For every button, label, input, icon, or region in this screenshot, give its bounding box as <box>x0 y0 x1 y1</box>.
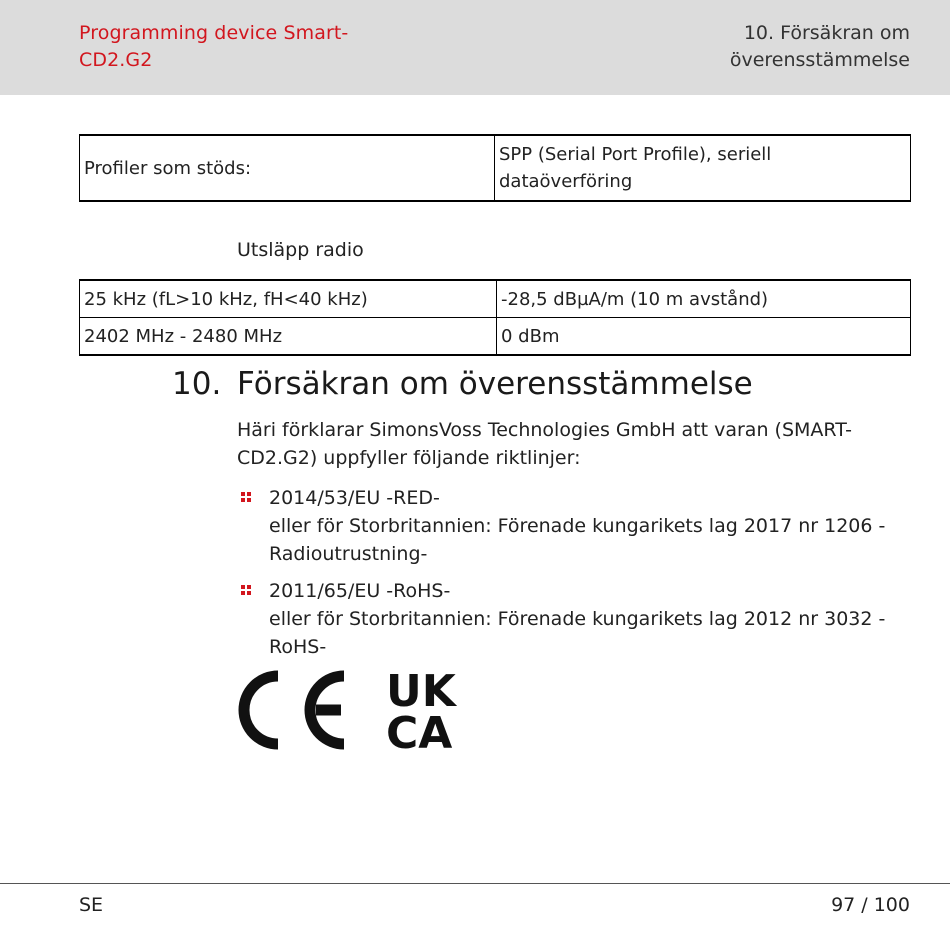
directive-item <box>237 577 897 661</box>
radio-emission-table <box>79 279 911 356</box>
svg-text:CA: CA <box>386 708 453 753</box>
declaration-intro: Häri förklarar SimonsVoss Technologies GmbH att varan (SMART-CD2.G2) uppfyller följande riktlinjer: <box>237 419 852 469</box>
footer-divider <box>0 883 950 884</box>
ce-mark-icon <box>244 676 344 744</box>
page-number: 97 / 100 <box>831 894 910 916</box>
svg-text:UK: UK <box>386 668 456 717</box>
product-title: Programming device Smart-CD2.G2 <box>79 22 349 71</box>
table-row <box>80 135 911 201</box>
conformity-marks <box>236 668 476 757</box>
page-header <box>0 0 950 95</box>
chapter-title: 10. Försäkran om överensstämmelse <box>729 22 910 71</box>
frequency-cell: 25 kHz (fL>10 kHz, fH<40 kHz) <box>80 280 497 318</box>
frequency-cell: 2402 MHz - 2480 MHz <box>80 318 497 356</box>
ukca-mark-icon <box>386 668 458 753</box>
bullet-icon <box>241 492 252 503</box>
directive-item <box>237 484 897 568</box>
profile-label: Profiler som stöds: <box>80 135 495 201</box>
conformity-logos <box>236 668 476 753</box>
directive-name: 2011/65/EU -RoHS- <box>269 580 451 602</box>
footer-language: SE <box>79 894 104 916</box>
table-row <box>80 318 911 356</box>
directive-uk-equivalent: eller för Storbritannien: Förenade kungarikets lag 2012 nr 3032 -RoHS- <box>269 608 886 658</box>
profile-value: SPP (Serial Port Profile), seriell dataöverföring <box>495 135 911 201</box>
profile-table <box>79 134 911 202</box>
bullet-icon <box>241 585 252 596</box>
section-number: 10. <box>172 366 222 402</box>
table-row <box>80 280 911 318</box>
radio-emission-heading: Utsläpp radio <box>237 239 364 261</box>
emission-cell: 0 dBm <box>497 318 911 356</box>
directive-uk-equivalent: eller för Storbritannien: Förenade kungarikets lag 2017 nr 1206 -Radioutrustning- <box>269 515 886 565</box>
emission-cell: -28,5 dBµA/m (10 m avstånd) <box>497 280 911 318</box>
section-title: Försäkran om överensstämmelse <box>237 366 753 402</box>
directive-name: 2014/53/EU -RED- <box>269 487 440 509</box>
